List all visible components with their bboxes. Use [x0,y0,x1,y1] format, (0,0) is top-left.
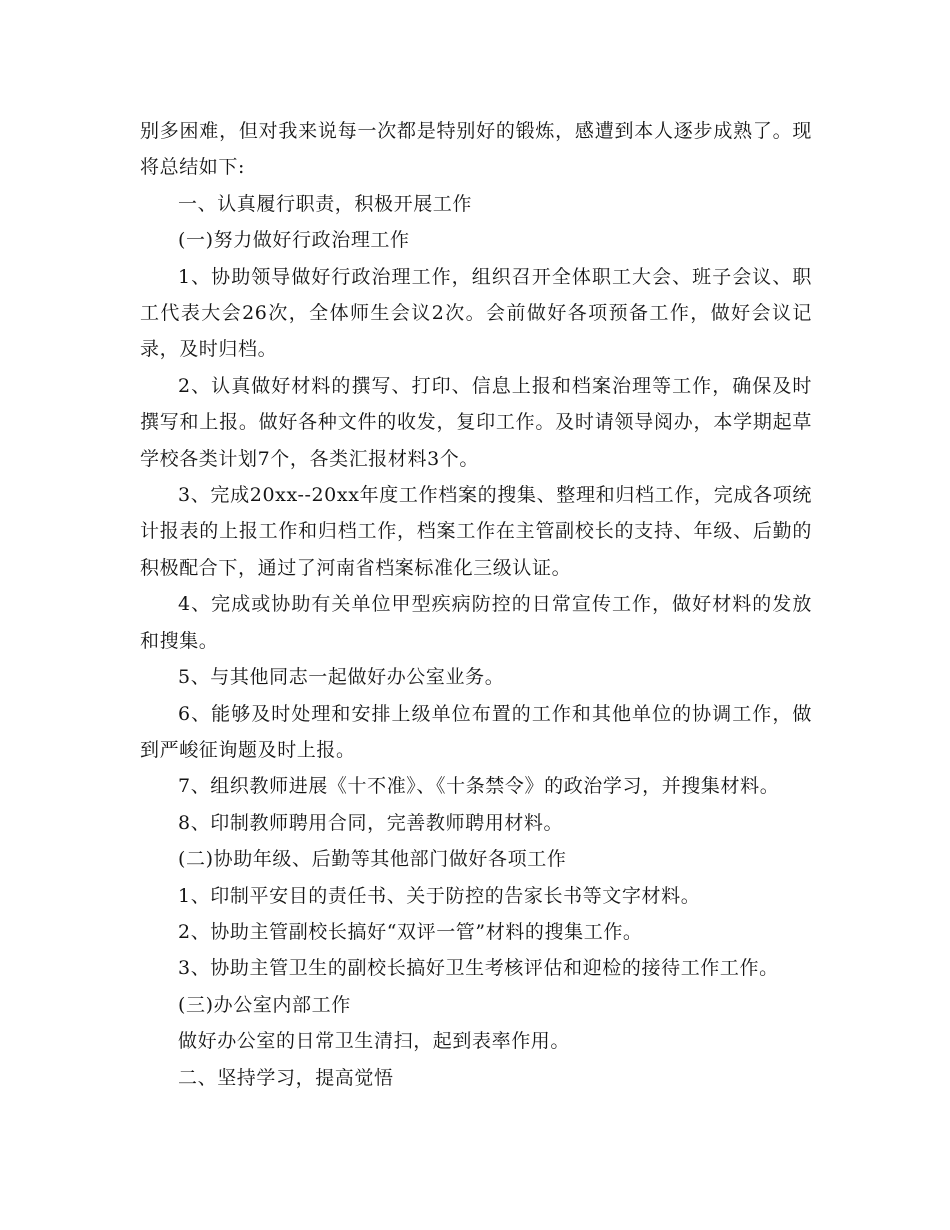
section-heading: 一、认真履行职责，积极开展工作 [178,192,473,215]
paragraph: 1、协助领导做好行政治理工作，组织召开全体职工大会、班子会议、职工代表大会26次，全体师生会议2次。会前做好各项预备工作，做好会议记录，及时归档。 [140,265,812,361]
paragraph: 6、能够及时处理和安排上级单位布置的工作和其他单位的协调工作，做到严峻征询题及时上报。 [140,702,812,761]
subsection-heading: (一)努力做好行政治理工作 [178,229,410,252]
paragraph: 别多困难，但对我来说每一次都是特别好的锻炼，感遭到本人逐步成熟了。现将总结如下: [140,120,812,179]
paragraph: 2、认真做好材料的撰写、打印、信息上报和档案治理等工作，确保及时撰写和上报。做好各种文件的收发，复印工作。及时请领导阅办，本学期起草学校各类计划7个，各类汇报材料3个。 [140,374,812,470]
paragraph: 3、协助主管卫生的副校长搞好卫生考核评估和迎检的接待工作工作。 [178,957,779,980]
paragraph: 3、完成20xx--20xx年度工作档案的搜集、整理和归档工作，完成各项统计报表的上报工作和归档工作，档案工作在主管副校长的支持、年级、后勤的积极配合下，通过了河南省档案标准化三级认证。 [140,484,812,579]
subsection-heading: (三)办公室内部工作 [178,993,351,1016]
paragraph: 7、组织教师进展《十不准》、《十条禁令》的政治学习，并搜集材料。 [178,775,780,798]
section-heading: 二、坚持学习，提高觉悟 [178,1066,394,1089]
subsection-heading: (二)协助年级、后勤等其他部门做好各项工作 [178,848,567,871]
paragraph: 2、协助主管副校长搞好“双评一管”材料的搜集工作。 [178,920,643,943]
paragraph: 做好办公室的日常卫生清扫，起到表率作用。 [178,1030,571,1053]
paragraph: 8、印制教师聘用合同，完善教师聘用材料。 [178,811,564,834]
document-body [140,113,812,1096]
paragraph: 4、完成或协助有关单位甲型疾病防控的日常宣传工作，做好材料的发放和搜集。 [140,593,812,652]
paragraph: 1、印制平安目的责任书、关于防控的告家长书等文字材料。 [178,884,701,907]
paragraph: 5、与其他同志一起做好办公室业务。 [178,666,505,689]
